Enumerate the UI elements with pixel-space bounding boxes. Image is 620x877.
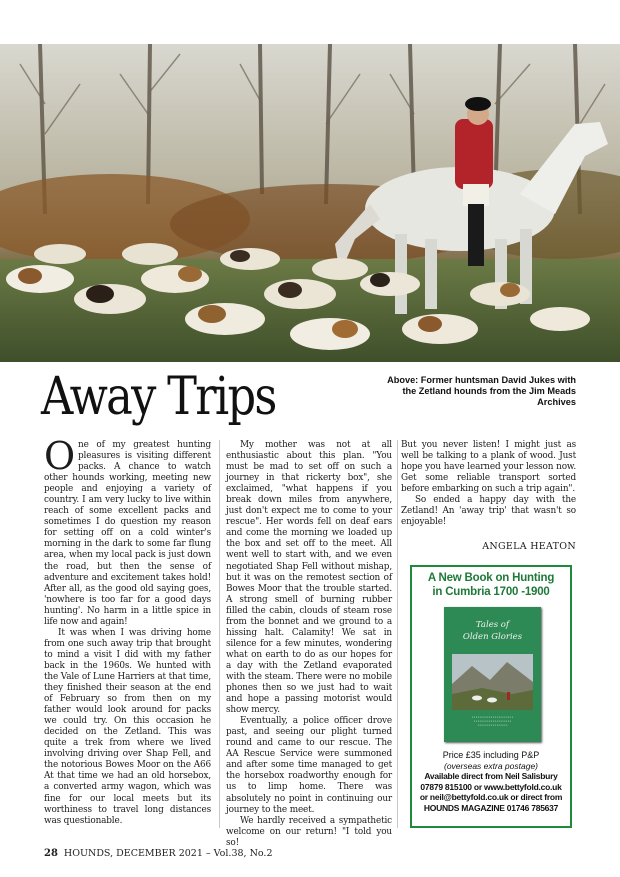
advert-price: Price £35 including P&P bbox=[442, 750, 540, 760]
article-paragraph: My mother was not at all enthusiastic about this plan. "You must be mad to set off on such a journey in that rickerty box", she exclaimed, "what happens if you break down miles from anywhere, just don't expect me to come to your rescue". Her words fell on deaf ears and come the morning we loaded up the box and set off to the meet. All went well to start with, and we even negotiated Shap Fell without mishap, but it was on the remotest section of Bowes Moor that the trouble started. A strong smell of burning rubber filled the cabin, clouds of steam rose from the bonnet and we ground to a hissing halt. Calamity! We sat in silence for a few minutes, wondering what on earth to do as our hopes for a day with the Zetland evaporated with the steam. There were no mobile phones then so we just had to wait and hope a passing motorist would show mercy. bbox=[226, 440, 392, 716]
advert-postage-note: (overseas extra postage) bbox=[443, 760, 539, 771]
advert-contact: Available direct from Neil Salisbury bbox=[424, 771, 558, 781]
article-paragraph: It was when I was driving home from one such away trip that brought to mind a visit I did with my father back in the 1960s. We hunted with the Vale of Lune Harriers at that time, they finished their season at the end of February so from then on my father would look around for packs we could try. On this occasion he decided on the Zetland. This was quite a trek from where we lived involving driving over Shap Fell, and the notorious Bowes Moor on the A66 At that time we had an old horsebox, a converted army wagon, which was fine for our local meets but its worthiness to travel long distances was questionable. bbox=[44, 627, 211, 826]
huntsman-with-hounds-photo bbox=[0, 44, 620, 362]
drop-cap: O bbox=[44, 434, 76, 478]
article-paragraph: Eventually, a police officer drove past, and seeing our plight turned round and came to our rescue. The AA Rescue Service were summoned and after some time managed to get the horsebox roadworthy enough for us to limp home. There was absolutely no point in continuing our journey to the meet. bbox=[226, 716, 392, 815]
article-column-2 bbox=[226, 440, 392, 849]
article-paragraph: But you never listen! I might just as well be talking to a plank of wood. Just hope you have learned your lesson now. Get some reliable transport sorted before embarking on such a trip again". bbox=[401, 440, 576, 495]
book-cover-painting bbox=[452, 654, 533, 710]
issue-info: HOUNDS, DECEMBER 2021 – Vol.38, No.2 bbox=[63, 848, 273, 859]
column-divider bbox=[397, 440, 398, 828]
author-byline: ANGELA HEATON bbox=[482, 541, 576, 553]
advert-contact[interactable]: 07879 815100 or www.bettyfold.co.uk bbox=[420, 781, 562, 792]
advert-contact: HOUNDS MAGAZINE 01746 785637 bbox=[423, 802, 559, 813]
article-column-1 bbox=[44, 434, 211, 827]
photo-caption: Above: Former huntsman David Jukes with the Zetland hounds from the Jim Meads Archives bbox=[387, 375, 576, 407]
book-cover bbox=[444, 607, 541, 742]
book-cover-title: Tales of Olden Glories bbox=[462, 620, 523, 642]
advert-headline: A New Book on Hunting in Cumbria 1700 -1900 bbox=[427, 572, 555, 598]
page-footer bbox=[44, 848, 273, 859]
article-title: Away Trips bbox=[41, 367, 276, 427]
article-paragraph: One of my greatest hunting pleasures is visiting different packs. A chance to watch other hounds working, meeting new people and enjoying a variety of country. I am very lucky to live within reach of some excellent packs and sometimes I do question my reason for setting off on a cold winter's morning in the dark to some far flung area, when my local pack is just down the road, but then the sense of adventure and excitement takes hold! After all, as the good old saying goes, 'nowhere is too far for a good days hunting'. No harm in a little spice in life now and again! bbox=[44, 434, 211, 627]
book-cover-blurb: ▪ ▪ ▪ ▪ ▪ ▪ ▪ ▪ ▪ ▪ ▪ ▪ ▪ ▪ ▪ ▪ ▪ ▪ ▪ ▪ ▪ ▪ ▪ ▪ ▪ ▪ ▪ ▪ ▪ ▪ ▪ ▪ ▪ ▪ ▪ ▪ ▪ ▪ ▪ ▪ ▪ ▪ ▪ ▪ ▪ ▪ ▪ ▪ ▪ ▪ ▪ ▪ ▪ ▪ ▪ ▪ ▪ ▪ bbox=[472, 715, 513, 727]
page-number: 28 bbox=[44, 848, 58, 859]
article-paragraph: We hardly received a sympathetic welcome on our return! "I told you so! bbox=[226, 815, 392, 848]
article-column-3 bbox=[401, 440, 576, 552]
advert-contact[interactable]: or neil@bettyfold.co.uk or direct from bbox=[419, 792, 563, 802]
advert-details bbox=[412, 750, 570, 813]
article-paragraph: So ended a happy day with the Zetland! An 'away trip' that wasn't so enjoyable! bbox=[401, 495, 576, 528]
book-advert[interactable] bbox=[410, 565, 572, 828]
column-divider bbox=[219, 440, 220, 828]
